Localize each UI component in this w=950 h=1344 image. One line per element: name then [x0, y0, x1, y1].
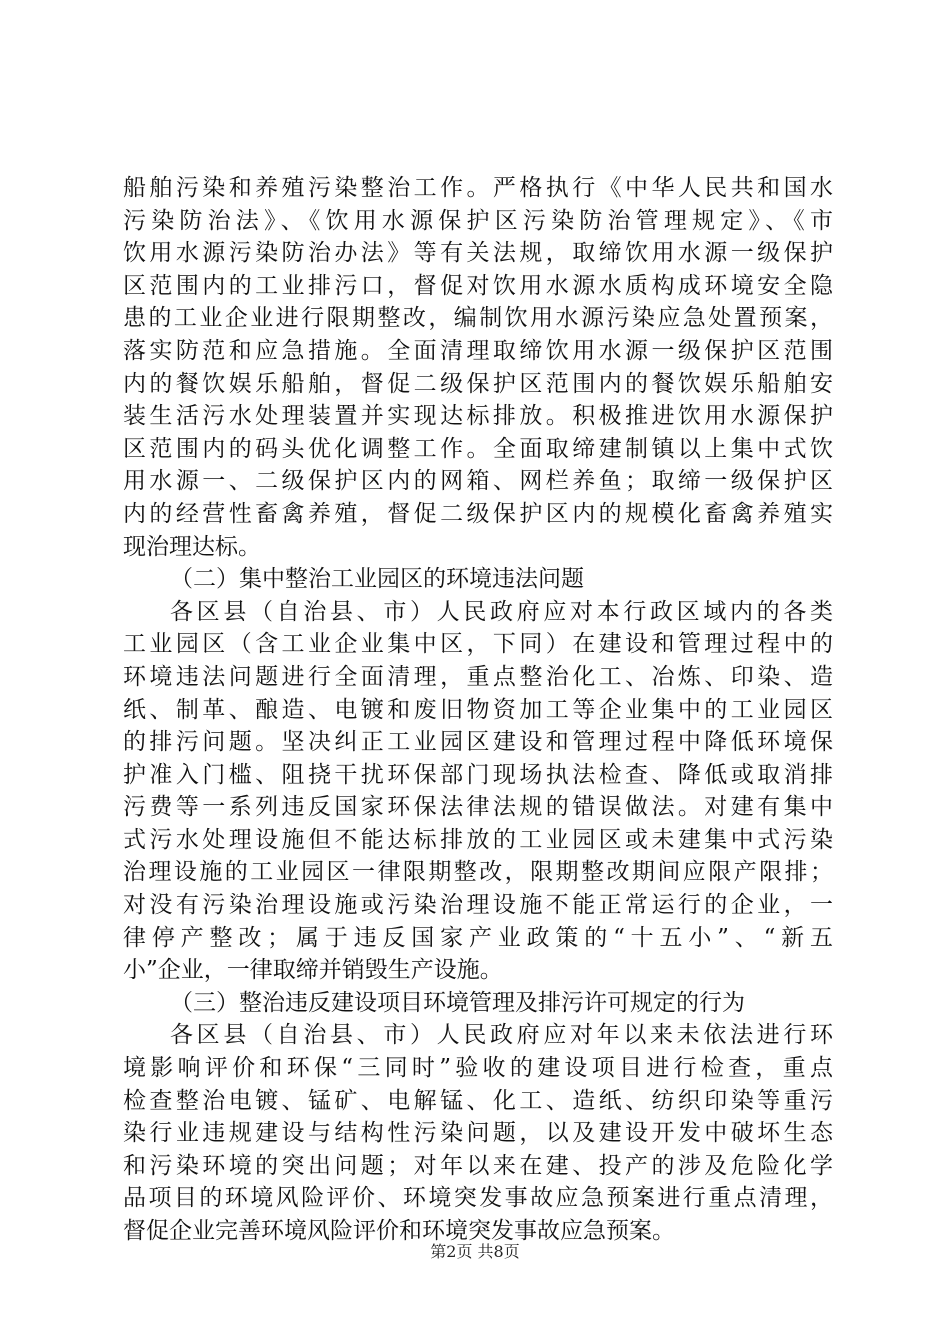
text-line: 护准入门槛、阻挠干扰环保部门现场执法检查、降低或取消排: [123, 761, 833, 788]
text-line: 污费等一系列违反国家环保法律法规的错误做法。对建有集中: [123, 794, 833, 821]
section-heading-3: （三）整治违反建设项目环境管理及排污许可规定的行为: [170, 989, 745, 1016]
text-line: 境影响评价和环保“三同时”验收的建设项目进行检查，重点: [123, 1055, 833, 1082]
text-line: 船舶污染和养殖污染整治工作。严格执行《中华人民共和国水: [123, 175, 833, 201]
text-line: 内的经营性畜禽养殖，督促二级保护区内的规模化畜禽养殖实: [123, 500, 833, 527]
document-body: [123, 172, 833, 1248]
text-line: 内的餐饮娱乐船舶，督促二级保护区范围内的餐饮娱乐船舶安: [123, 370, 833, 397]
paragraph-start: 各区县（自治县、市）人民政府应对年以来未依法进行环: [170, 1022, 833, 1049]
text-line: 品项目的环境风险评价、环境突发事故应急预案进行重点清理，: [123, 1185, 833, 1212]
page-number-footer: 第2页 共8页: [430, 1242, 520, 1261]
text-line: 饮用水源污染防治办法》等有关法规，取缔饮用水源一级保护: [123, 240, 833, 267]
text-line: 的排污问题。坚决纠正工业园区建设和管理过程中降低环境保: [123, 729, 833, 756]
text-line: 装生活污水处理装置并实现达标排放。积极推进饮用水源保护: [123, 403, 833, 430]
text-line: 工业园区（含工业企业集中区，下同）在建设和管理过程中的: [123, 631, 833, 658]
text-line: 对没有污染治理设施或污染治理设施不能正常运行的企业，一: [123, 892, 833, 919]
text-line: 督促企业完善环境风险评价和环境突发事故应急预案。: [123, 1218, 675, 1244]
text-line: 治理设施的工业园区一律限期整改，限期整改期间应限产限排；: [123, 859, 833, 886]
text-line: 现治理达标。: [123, 533, 261, 560]
text-line: 区范围内的码头优化调整工作。全面取缔建制镇以上集中式饮: [123, 435, 833, 462]
text-line: 和污染环境的突出问题；对年以来在建、投产的涉及危险化学: [123, 1152, 833, 1179]
text-line: 律停产整改；属于违反国家产业政策的“十五小”、“新五: [123, 924, 833, 951]
paragraph-start: 各区县（自治县、市）人民政府应对本行政区域内的各类: [170, 598, 833, 625]
text-line: 检查整治电镀、锰矿、电解锰、化工、造纸、纺织印染等重污: [123, 1087, 833, 1114]
text-line: 落实防范和应急措施。全面清理取缔饮用水源一级保护区范围: [123, 337, 833, 364]
section-heading-2: （二）集中整治工业园区的环境违法问题: [170, 566, 584, 593]
text-line: 患的工业企业进行限期整改，编制饮用水源污染应急处置预案，: [123, 305, 833, 332]
text-line: 纸、制革、酿造、电镀和废旧物资加工等企业集中的工业园区: [123, 696, 833, 723]
text-line: 环境违法问题进行全面清理，重点整治化工、冶炼、印染、造: [123, 663, 833, 690]
text-line: 用水源一、二级保护区内的网箱、网栏养鱼；取缔一级保护区: [123, 468, 833, 495]
text-line: 污染防治法》、《饮用水源保护区污染防治管理规定》、《市: [123, 207, 833, 234]
text-line: 区范围内的工业排污口，督促对饮用水源水质构成环境安全隐: [123, 272, 833, 299]
text-line: 式污水处理设施但不能达标排放的工业园区或未建集中式污染: [123, 826, 833, 853]
text-line: 小”企业，一律取缔并销毁生产设施。: [123, 957, 503, 984]
text-line: 染行业违规建设与结构性污染问题，以及建设开发中破坏生态: [123, 1120, 833, 1147]
